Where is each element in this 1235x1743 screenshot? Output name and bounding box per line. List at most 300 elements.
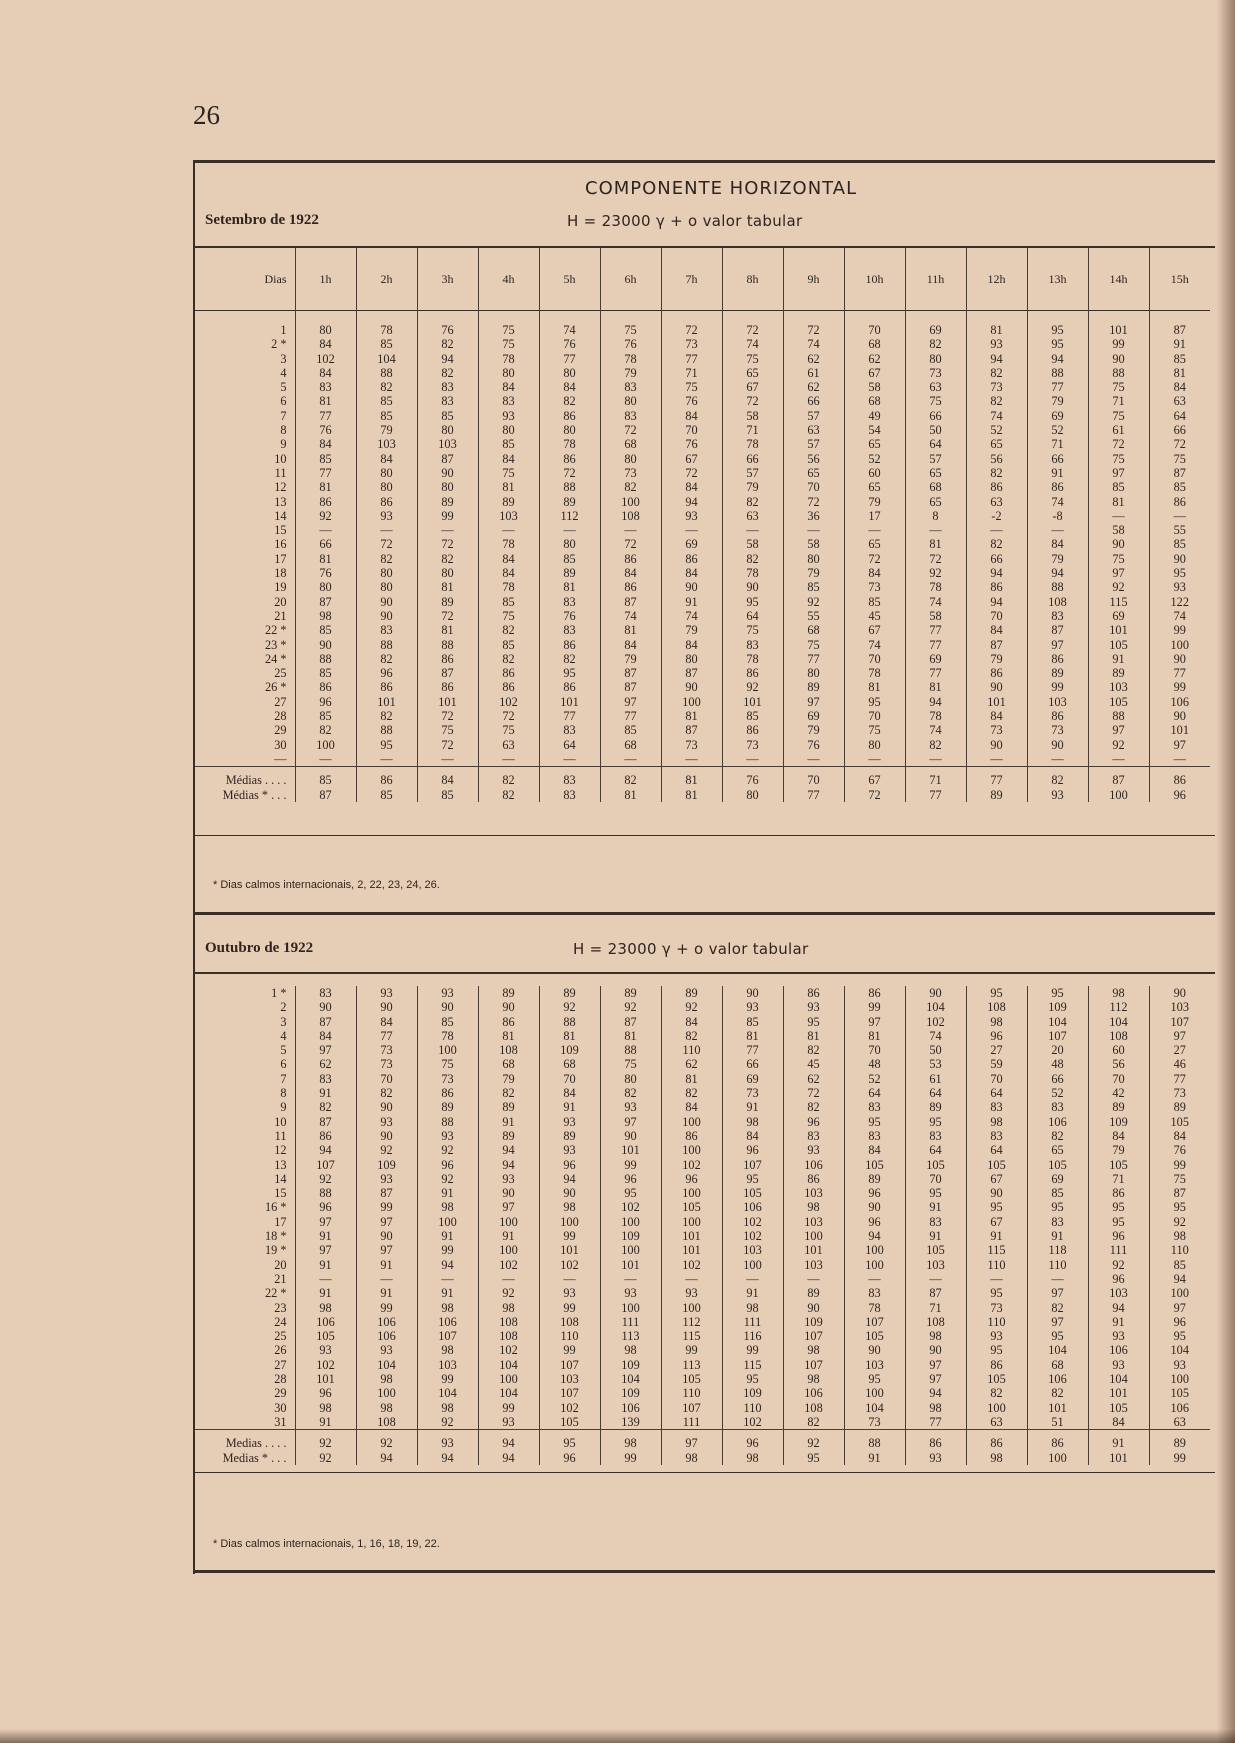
day-cell: 25 bbox=[274, 666, 287, 681]
value-cell: 111 bbox=[600, 1315, 661, 1329]
value-cell: 83 bbox=[417, 394, 478, 408]
table-row bbox=[195, 1158, 1210, 1172]
table-row bbox=[195, 480, 1210, 494]
value-cell: 73 bbox=[356, 1057, 417, 1071]
value-cell: 100 bbox=[661, 1186, 722, 1200]
value-cell: 91 bbox=[966, 1229, 1027, 1243]
value-cell: 81 bbox=[417, 580, 478, 594]
value-cell: 93 bbox=[600, 1100, 661, 1114]
value-cell: 65 bbox=[844, 437, 905, 451]
value-cell: 84 bbox=[661, 480, 722, 494]
value-cell: 79 bbox=[478, 1072, 539, 1086]
value-cell: 76 bbox=[783, 738, 844, 752]
average-value: 91 bbox=[1088, 1436, 1149, 1450]
value-cell: 92 bbox=[417, 1172, 478, 1186]
value-cell: 90 bbox=[966, 738, 1027, 752]
value-cell: 78 bbox=[844, 666, 905, 680]
value-cell: 53 bbox=[905, 1057, 966, 1071]
value-cell: 82 bbox=[539, 394, 600, 408]
value-cell: 96 bbox=[1088, 1229, 1149, 1243]
value-cell: 102 bbox=[722, 1415, 783, 1430]
value-cell: 90 bbox=[722, 986, 783, 1000]
value-cell: 92 bbox=[295, 509, 356, 523]
value-cell: 82 bbox=[966, 466, 1027, 480]
value-cell: 82 bbox=[966, 394, 1027, 408]
value-cell: 80 bbox=[600, 1072, 661, 1086]
value-cell: 83 bbox=[539, 623, 600, 637]
value-cell: 105 bbox=[661, 1372, 722, 1386]
value-cell: 83 bbox=[417, 380, 478, 394]
value-cell: 83 bbox=[478, 394, 539, 408]
value-cell: 90 bbox=[1149, 709, 1210, 723]
value-cell: 84 bbox=[661, 1100, 722, 1114]
value-cell: 102 bbox=[539, 1401, 600, 1415]
value-cell: 92 bbox=[539, 1000, 600, 1014]
value-cell: 64 bbox=[905, 1143, 966, 1157]
value-cell: 96 bbox=[844, 1215, 905, 1229]
value-cell: 91 bbox=[417, 1286, 478, 1300]
value-cell: 78 bbox=[722, 437, 783, 451]
setembro-table bbox=[195, 248, 1210, 802]
value-cell: 92 bbox=[1149, 1215, 1210, 1229]
value-cell: — bbox=[600, 523, 661, 537]
value-cell: 77 bbox=[905, 1415, 966, 1430]
value-cell: 96 bbox=[1088, 1272, 1149, 1286]
value-cell: 95 bbox=[722, 595, 783, 609]
value-cell: 105 bbox=[1088, 638, 1149, 652]
value-cell: 90 bbox=[783, 1301, 844, 1315]
value-cell: 100 bbox=[966, 1401, 1027, 1415]
value-cell: 91 bbox=[295, 1415, 356, 1430]
value-cell: 72 bbox=[417, 609, 478, 623]
value-cell: 74 bbox=[722, 337, 783, 351]
value-cell: 63 bbox=[478, 738, 539, 752]
value-cell: 75 bbox=[722, 623, 783, 637]
value-cell: 97 bbox=[783, 695, 844, 709]
table-row bbox=[195, 595, 1210, 609]
day-cell: 4 bbox=[280, 1028, 287, 1043]
value-cell: 89 bbox=[1088, 666, 1149, 680]
day-cell: 17 bbox=[274, 1214, 287, 1229]
value-cell: 67 bbox=[722, 380, 783, 394]
table-row bbox=[195, 466, 1210, 480]
value-cell: 99 bbox=[1149, 623, 1210, 637]
average-value: 99 bbox=[600, 1451, 661, 1465]
value-cell: 73 bbox=[844, 1415, 905, 1430]
value-cell: 82 bbox=[356, 652, 417, 666]
day-cell: 30 bbox=[274, 1400, 287, 1415]
value-cell: -8 bbox=[1027, 509, 1088, 523]
day-cell: 29 bbox=[274, 723, 287, 738]
spacer-cell bbox=[539, 311, 600, 324]
value-cell: 61 bbox=[1088, 423, 1149, 437]
value-cell: 110 bbox=[539, 1329, 600, 1343]
value-cell: 74 bbox=[966, 409, 1027, 423]
value-cell: 64 bbox=[966, 1086, 1027, 1100]
value-cell: 86 bbox=[478, 680, 539, 694]
value-cell: 77 bbox=[539, 709, 600, 723]
average-value: 95 bbox=[539, 1436, 600, 1450]
value-cell: 89 bbox=[417, 595, 478, 609]
value-cell: 98 bbox=[600, 1343, 661, 1357]
value-cell: 107 bbox=[1149, 1015, 1210, 1029]
value-cell: 104 bbox=[478, 1358, 539, 1372]
table-row bbox=[195, 423, 1210, 437]
value-cell: 98 bbox=[295, 1301, 356, 1315]
value-cell: 75 bbox=[1149, 452, 1210, 466]
value-cell: 75 bbox=[1088, 552, 1149, 566]
value-cell: 100 bbox=[356, 1386, 417, 1400]
value-cell: 86 bbox=[295, 680, 356, 694]
value-cell: 81 bbox=[600, 1029, 661, 1043]
value-cell: 95 bbox=[966, 1286, 1027, 1300]
value-cell: 79 bbox=[783, 566, 844, 580]
value-cell: 67 bbox=[966, 1215, 1027, 1229]
value-cell: 99 bbox=[600, 1158, 661, 1172]
value-cell: 90 bbox=[1149, 652, 1210, 666]
average-value: 93 bbox=[417, 1436, 478, 1450]
value-cell: 56 bbox=[966, 452, 1027, 466]
value-cell: 104 bbox=[1088, 1015, 1149, 1029]
value-cell: 99 bbox=[1088, 337, 1149, 351]
value-cell: 80 bbox=[356, 466, 417, 480]
value-cell: 107 bbox=[783, 1358, 844, 1372]
value-cell: 86 bbox=[417, 680, 478, 694]
value-cell: 108 bbox=[783, 1401, 844, 1415]
value-cell: 112 bbox=[539, 509, 600, 523]
value-cell: 89 bbox=[661, 986, 722, 1000]
value-cell: 61 bbox=[783, 366, 844, 380]
value-cell: 94 bbox=[905, 1386, 966, 1400]
value-cell: 85 bbox=[844, 595, 905, 609]
day-cell: 5 bbox=[280, 380, 287, 395]
value-cell: 91 bbox=[722, 1100, 783, 1114]
value-cell: 79 bbox=[783, 723, 844, 737]
value-cell: — bbox=[905, 1272, 966, 1286]
value-cell: 88 bbox=[356, 723, 417, 737]
value-cell: 91 bbox=[1088, 652, 1149, 666]
spacer-cell bbox=[1149, 311, 1210, 324]
value-cell: — bbox=[783, 523, 844, 537]
value-cell: 84 bbox=[356, 1015, 417, 1029]
value-cell: 97 bbox=[1027, 638, 1088, 652]
value-cell: 100 bbox=[600, 1243, 661, 1257]
value-cell: 98 bbox=[966, 1115, 1027, 1129]
value-cell: 104 bbox=[356, 352, 417, 366]
hour-header: 6h bbox=[600, 248, 661, 311]
value-cell: 86 bbox=[600, 552, 661, 566]
value-cell: 71 bbox=[1088, 394, 1149, 408]
value-cell: 65 bbox=[783, 466, 844, 480]
value-cell: 66 bbox=[783, 394, 844, 408]
value-cell: 115 bbox=[661, 1329, 722, 1343]
value-cell: 99 bbox=[844, 1000, 905, 1014]
value-cell: 90 bbox=[844, 1200, 905, 1214]
hour-header: 15h bbox=[1149, 248, 1210, 311]
value-cell: 73 bbox=[722, 738, 783, 752]
value-cell: 100 bbox=[661, 1143, 722, 1157]
value-cell: 92 bbox=[417, 1415, 478, 1430]
table-row bbox=[195, 1286, 1210, 1300]
value-cell: 77 bbox=[1149, 666, 1210, 680]
value-cell: 70 bbox=[844, 323, 905, 337]
table-row bbox=[195, 1143, 1210, 1157]
value-cell: 82 bbox=[783, 1043, 844, 1057]
table-row bbox=[195, 1072, 1210, 1086]
value-cell: 91 bbox=[1088, 1315, 1149, 1329]
value-cell: 90 bbox=[722, 580, 783, 594]
value-cell: 82 bbox=[905, 738, 966, 752]
value-cell: 75 bbox=[478, 466, 539, 480]
average-label: Medias . . . . bbox=[225, 1436, 287, 1451]
table-row bbox=[195, 495, 1210, 509]
value-cell: 104 bbox=[1149, 1343, 1210, 1357]
day-cell: 22 * bbox=[264, 1286, 287, 1301]
average-value: 93 bbox=[905, 1451, 966, 1465]
value-cell: 98 bbox=[295, 1401, 356, 1415]
average-value: 95 bbox=[783, 1451, 844, 1465]
value-cell: 87 bbox=[1149, 1186, 1210, 1200]
value-cell: 93 bbox=[722, 1000, 783, 1014]
spacer-cell bbox=[722, 311, 783, 324]
value-cell: 92 bbox=[1088, 738, 1149, 752]
value-cell: 72 bbox=[1149, 437, 1210, 451]
value-cell: 85 bbox=[356, 409, 417, 423]
value-cell: 108 bbox=[905, 1315, 966, 1329]
value-cell: 87 bbox=[600, 666, 661, 680]
value-cell: 97 bbox=[1149, 1029, 1210, 1043]
value-cell: 107 bbox=[783, 1329, 844, 1343]
value-cell: 70 bbox=[1088, 1072, 1149, 1086]
value-cell: 80 bbox=[600, 452, 661, 466]
value-cell: 72 bbox=[783, 1086, 844, 1100]
value-cell: 103 bbox=[478, 509, 539, 523]
average-value: 94 bbox=[478, 1451, 539, 1465]
value-cell: 75 bbox=[1088, 452, 1149, 466]
day-cell: 5 bbox=[280, 1043, 287, 1058]
spacer-cell bbox=[600, 311, 661, 324]
value-cell: 66 bbox=[1027, 1072, 1088, 1086]
value-cell: 97 bbox=[1027, 1286, 1088, 1300]
day-cell: 10 bbox=[274, 451, 287, 466]
value-cell: 71 bbox=[1027, 437, 1088, 451]
average-value: 94 bbox=[478, 1436, 539, 1450]
outubro-formula: H = 23000 γ + o valor tabular bbox=[573, 940, 809, 958]
value-cell: 90 bbox=[356, 1100, 417, 1114]
value-cell: 101 bbox=[661, 1243, 722, 1257]
value-cell: 96 bbox=[295, 1200, 356, 1214]
value-cell: 83 bbox=[295, 986, 356, 1000]
value-cell: 100 bbox=[844, 1243, 905, 1257]
spacer-cell bbox=[417, 311, 478, 324]
value-cell: 50 bbox=[905, 1043, 966, 1057]
table-row bbox=[195, 1015, 1210, 1029]
value-cell: 87 bbox=[966, 638, 1027, 652]
value-cell: 83 bbox=[539, 595, 600, 609]
value-cell: 93 bbox=[356, 509, 417, 523]
value-cell: 108 bbox=[478, 1329, 539, 1343]
value-cell: 106 bbox=[1149, 1401, 1210, 1415]
value-cell: 105 bbox=[966, 1372, 1027, 1386]
value-cell: 59 bbox=[966, 1057, 1027, 1071]
value-cell: 89 bbox=[539, 566, 600, 580]
value-cell: 93 bbox=[1149, 1358, 1210, 1372]
value-cell: 60 bbox=[844, 466, 905, 480]
value-cell: 81 bbox=[295, 552, 356, 566]
value-cell: 75 bbox=[478, 609, 539, 623]
value-cell: 102 bbox=[539, 1258, 600, 1272]
value-cell: — bbox=[966, 1272, 1027, 1286]
value-cell: 68 bbox=[539, 1057, 600, 1071]
value-cell: 88 bbox=[417, 638, 478, 652]
average-value: 92 bbox=[295, 1436, 356, 1450]
outubro-header-rule bbox=[195, 972, 1215, 974]
value-cell: 42 bbox=[1088, 1086, 1149, 1100]
value-cell: 88 bbox=[1088, 709, 1149, 723]
value-cell: 112 bbox=[1088, 1000, 1149, 1014]
value-cell: 84 bbox=[295, 1029, 356, 1043]
average-value: 98 bbox=[661, 1451, 722, 1465]
dash-cell: — bbox=[417, 752, 478, 767]
value-cell: 95 bbox=[1088, 1215, 1149, 1229]
value-cell: 93 bbox=[356, 1172, 417, 1186]
value-cell: 105 bbox=[1149, 1386, 1210, 1400]
value-cell: 90 bbox=[295, 638, 356, 652]
value-cell: 83 bbox=[1027, 1100, 1088, 1114]
value-cell: 84 bbox=[844, 1143, 905, 1157]
value-cell: 66 bbox=[966, 552, 1027, 566]
value-cell: 97 bbox=[356, 1243, 417, 1257]
value-cell: 83 bbox=[905, 1215, 966, 1229]
value-cell: 93 bbox=[783, 1000, 844, 1014]
day-cell: 27 bbox=[274, 1357, 287, 1372]
value-cell: 52 bbox=[844, 452, 905, 466]
value-cell: 88 bbox=[539, 480, 600, 494]
value-cell: 72 bbox=[661, 466, 722, 480]
value-cell: 98 bbox=[417, 1200, 478, 1214]
value-cell: 93 bbox=[966, 1329, 1027, 1343]
table-row bbox=[195, 638, 1210, 652]
value-cell: 84 bbox=[600, 638, 661, 652]
value-cell: 83 bbox=[295, 380, 356, 394]
value-cell: 62 bbox=[783, 380, 844, 394]
value-cell: 82 bbox=[722, 552, 783, 566]
value-cell: 83 bbox=[783, 1129, 844, 1143]
value-cell: 104 bbox=[600, 1372, 661, 1386]
value-cell: 97 bbox=[295, 1243, 356, 1257]
value-cell: 95 bbox=[600, 1186, 661, 1200]
value-cell: 102 bbox=[478, 1258, 539, 1272]
day-cell: 10 bbox=[274, 1114, 287, 1129]
average-value: 67 bbox=[844, 773, 905, 787]
value-cell: 84 bbox=[661, 566, 722, 580]
value-cell: 86 bbox=[356, 680, 417, 694]
value-cell: 109 bbox=[600, 1386, 661, 1400]
table-row bbox=[195, 323, 1210, 337]
value-cell: 72 bbox=[905, 552, 966, 566]
table-row bbox=[195, 537, 1210, 551]
value-cell: 104 bbox=[356, 1358, 417, 1372]
value-cell: 80 bbox=[783, 666, 844, 680]
day-cell: 14 bbox=[274, 1171, 287, 1186]
value-cell: 63 bbox=[783, 423, 844, 437]
value-cell: 93 bbox=[356, 986, 417, 1000]
value-cell: 69 bbox=[722, 1072, 783, 1086]
value-cell: 89 bbox=[600, 986, 661, 1000]
value-cell: 80 bbox=[417, 566, 478, 580]
day-cell: 12 bbox=[274, 480, 287, 495]
value-cell: 82 bbox=[1027, 1301, 1088, 1315]
value-cell: 109 bbox=[600, 1358, 661, 1372]
setembro-formula: H = 23000 γ + o valor tabular bbox=[567, 212, 803, 230]
spacer-cell bbox=[661, 311, 722, 324]
value-cell: 103 bbox=[417, 1358, 478, 1372]
value-cell: 36 bbox=[783, 509, 844, 523]
day-cell: 29 bbox=[274, 1386, 287, 1401]
value-cell: 86 bbox=[478, 666, 539, 680]
table-row bbox=[195, 695, 1210, 709]
value-cell: 85 bbox=[1149, 480, 1210, 494]
value-cell: 110 bbox=[966, 1315, 1027, 1329]
table-row bbox=[195, 680, 1210, 694]
value-cell: 84 bbox=[478, 566, 539, 580]
value-cell: 99 bbox=[417, 1243, 478, 1257]
value-cell: 83 bbox=[966, 1129, 1027, 1143]
day-cell: 1 * bbox=[271, 986, 287, 1000]
value-cell: 87 bbox=[1027, 623, 1088, 637]
value-cell: 65 bbox=[966, 437, 1027, 451]
value-cell: 58 bbox=[722, 537, 783, 551]
value-cell: 95 bbox=[722, 1172, 783, 1186]
value-cell: 79 bbox=[600, 366, 661, 380]
value-cell: 81 bbox=[905, 680, 966, 694]
value-cell: 82 bbox=[905, 337, 966, 351]
value-cell: 82 bbox=[417, 552, 478, 566]
value-cell: 102 bbox=[600, 1200, 661, 1214]
value-cell: 96 bbox=[1149, 1315, 1210, 1329]
value-cell: 99 bbox=[661, 1343, 722, 1357]
average-value: 82 bbox=[478, 788, 539, 802]
value-cell: 97 bbox=[905, 1358, 966, 1372]
value-cell: 87 bbox=[417, 666, 478, 680]
table-row bbox=[195, 1358, 1210, 1372]
value-cell: 91 bbox=[417, 1229, 478, 1243]
value-cell: 83 bbox=[600, 409, 661, 423]
table-row bbox=[195, 1115, 1210, 1129]
value-cell: 68 bbox=[905, 480, 966, 494]
value-cell: 51 bbox=[1027, 1415, 1088, 1430]
value-cell: 96 bbox=[295, 1386, 356, 1400]
value-cell: 98 bbox=[1149, 1229, 1210, 1243]
value-cell: — bbox=[722, 523, 783, 537]
value-cell: 90 bbox=[356, 1000, 417, 1014]
value-cell: 100 bbox=[478, 1243, 539, 1257]
hour-header: 5h bbox=[539, 248, 600, 311]
value-cell: 106 bbox=[600, 1401, 661, 1415]
table-row bbox=[195, 394, 1210, 408]
value-cell: 74 bbox=[1027, 495, 1088, 509]
value-cell: 100 bbox=[1149, 1286, 1210, 1300]
value-cell: 83 bbox=[1027, 609, 1088, 623]
value-cell: 108 bbox=[478, 1043, 539, 1057]
table-row bbox=[195, 366, 1210, 380]
value-cell: — bbox=[539, 523, 600, 537]
value-cell: 55 bbox=[783, 609, 844, 623]
day-cell: 8 bbox=[280, 423, 287, 438]
value-cell: 72 bbox=[600, 423, 661, 437]
value-cell: 110 bbox=[1027, 1258, 1088, 1272]
value-cell: 80 bbox=[478, 366, 539, 380]
